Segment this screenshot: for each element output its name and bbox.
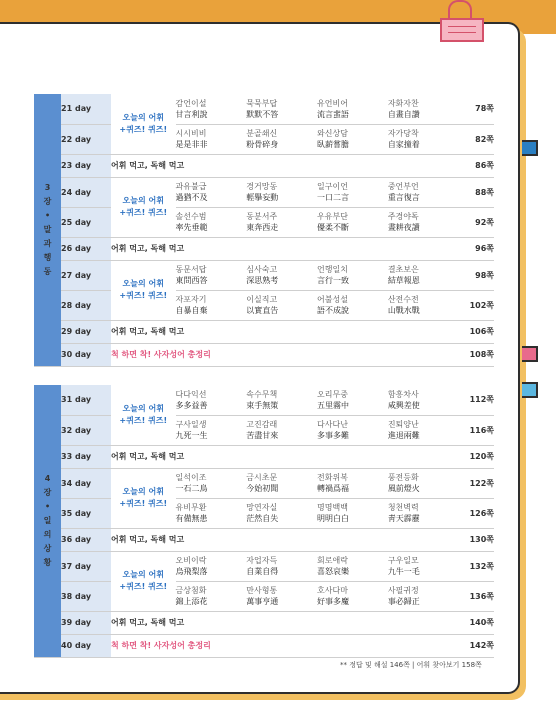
table-row	[34, 343, 494, 366]
sticky-note-icon	[440, 18, 484, 42]
idiom-korean: 와신상담	[317, 129, 348, 138]
table-row	[34, 154, 494, 177]
idiom-korean: 일석이조	[175, 473, 207, 482]
idiom-cell	[246, 551, 317, 581]
lesson-label	[111, 385, 176, 445]
idiom-cell	[176, 124, 247, 154]
idiom-cell	[176, 468, 247, 498]
idiom-hanja: 苦盡甘來	[246, 431, 279, 440]
idiom-hanja: 東奔西走	[246, 223, 279, 232]
daily-vocab-label: 오늘의 어휘	[122, 403, 164, 413]
lesson-label	[111, 260, 176, 320]
page-number: 122쪽	[459, 468, 494, 498]
page-number: 82쪽	[459, 124, 494, 154]
day-cell: 29 day	[61, 320, 111, 343]
idiom-hanja: 多事多難	[317, 431, 350, 440]
idiom-korean: 구우일모	[387, 556, 419, 565]
table-row	[34, 94, 494, 124]
day-cell: 26 day	[61, 237, 111, 260]
idiom-hanja: 明明白白	[317, 514, 350, 523]
day-cell: 33 day	[61, 445, 111, 468]
lesson-label	[111, 94, 176, 154]
idiom-korean: 사필귀정	[387, 586, 419, 595]
footnote: ** 정답 및 해설 146쪽 | 어휘 찾아보기 158쪽	[340, 661, 482, 669]
idiom-cell	[246, 498, 317, 528]
table-row	[34, 581, 494, 611]
idiom-cell	[317, 551, 388, 581]
day-cell: 35 day	[61, 498, 111, 528]
idiom-hanja: 自畫自讚	[387, 109, 420, 119]
idiom-cell	[176, 498, 247, 528]
page-number: 136쪽	[459, 581, 494, 611]
idiom-hanja: 九牛一毛	[387, 567, 420, 576]
idiom-cell	[388, 498, 459, 528]
lesson-label	[111, 468, 176, 528]
idiom-korean: 다사다난	[317, 420, 348, 429]
day-cell: 40 day	[61, 634, 111, 657]
chapter-label-char: 4	[44, 473, 51, 483]
idiom-hanja: 輕擧妄動	[246, 193, 279, 202]
day-cell: 39 day	[61, 611, 111, 634]
idiom-korean: 오리무중	[317, 389, 348, 399]
idiom-hanja: 進退兩難	[387, 431, 420, 440]
idiom-korean: 시시비비	[175, 129, 207, 138]
idiom-cell	[317, 207, 388, 237]
idiom-hanja: 山戰水戰	[387, 306, 420, 315]
page-number: 102쪽	[459, 290, 494, 320]
idiom-cell	[317, 124, 388, 154]
idiom-korean: 결초보은	[387, 265, 419, 274]
idiom-cell	[246, 177, 317, 207]
idiom-hanja: 東問西答	[175, 276, 208, 285]
idiom-hanja: 自家撞着	[387, 140, 420, 149]
review-note: 어휘 먹고, 독해 먹고	[111, 154, 459, 177]
idiom-cell	[246, 415, 317, 445]
idiom-korean: 다다익선	[175, 389, 207, 399]
idiom-korean: 중언부언	[387, 182, 419, 191]
idiom-cell	[176, 415, 247, 445]
chapter-label-char: 일	[43, 515, 52, 525]
idiom-cell	[246, 468, 317, 498]
chapter-label-char: 행	[43, 252, 52, 262]
lesson-label	[111, 551, 176, 611]
table-row	[34, 468, 494, 498]
page-number: 126쪽	[459, 498, 494, 528]
page-number: 108쪽	[459, 343, 494, 366]
idiom-korean: 분골쇄신	[246, 129, 278, 138]
idiom-korean: 산전수전	[387, 295, 419, 304]
page-number: 120쪽	[459, 445, 494, 468]
idiom-cell	[317, 581, 388, 611]
lesson-label	[111, 177, 176, 237]
idiom-hanja: 九死一生	[175, 431, 208, 440]
page-number: 92쪽	[459, 207, 494, 237]
idiom-korean: 일구이언	[317, 182, 348, 191]
quiz-label: +퀴즈! 퀴즈!	[119, 124, 168, 134]
idiom-cell	[246, 94, 317, 124]
chapter-label-char: 의	[43, 529, 52, 539]
chapter-label-char: 장	[43, 487, 52, 497]
idiom-korean: 동문서답	[175, 265, 207, 274]
idiom-cell	[246, 260, 317, 290]
idiom-hanja: 靑天霹靂	[387, 514, 420, 523]
idiom-cell	[176, 260, 247, 290]
idiom-hanja: 束手無策	[246, 400, 279, 410]
review-note: 척 하면 착! 사자성어 총정리	[111, 634, 459, 657]
idiom-korean: 고진감래	[246, 420, 278, 429]
idiom-cell	[176, 290, 247, 320]
idiom-korean: 회로애락	[317, 556, 348, 565]
idiom-cell	[317, 415, 388, 445]
idiom-korean: 청천벽력	[387, 503, 419, 512]
table-row	[34, 177, 494, 207]
daily-vocab-label: 오늘의 어휘	[122, 279, 164, 288]
idiom-hanja: 五里霧中	[317, 400, 350, 410]
idiom-hanja: 結草報恩	[387, 276, 420, 285]
idiom-korean: 명명백백	[317, 503, 348, 512]
idiom-hanja: 轉禍爲福	[317, 484, 350, 493]
page-number: 132쪽	[459, 551, 494, 581]
idiom-korean: 자가당착	[387, 129, 419, 138]
page-number: 86쪽	[459, 154, 494, 177]
idiom-cell	[176, 581, 247, 611]
day-cell: 23 day	[61, 154, 111, 177]
index-tab-blue[interactable]	[522, 140, 538, 156]
page-number: 142쪽	[459, 634, 494, 657]
daily-vocab-label: 오늘의 어휘	[122, 196, 164, 205]
idiom-korean: 호사다마	[317, 586, 348, 595]
idiom-korean: 구사일생	[175, 420, 207, 429]
idiom-hanja: 今始初聞	[246, 484, 279, 493]
page-number: 96쪽	[459, 237, 494, 260]
idiom-cell	[246, 385, 317, 415]
index-tab-cyan[interactable]	[522, 382, 538, 398]
idiom-korean: 주경야독	[387, 212, 419, 221]
paper-clip-icon	[448, 0, 472, 20]
day-cell: 24 day	[61, 177, 111, 207]
idiom-cell	[246, 124, 317, 154]
idiom-hanja: 一石二鳥	[175, 484, 208, 493]
idiom-korean: 자화자찬	[387, 98, 419, 108]
idiom-hanja: 默默不答	[246, 109, 279, 119]
idiom-korean: 망연자실	[246, 503, 278, 512]
day-cell: 25 day	[61, 207, 111, 237]
idiom-korean: 유비무환	[175, 503, 207, 512]
table-row	[34, 634, 494, 657]
idiom-korean: 심사숙고	[246, 265, 278, 274]
table-row	[34, 445, 494, 468]
idiom-cell	[176, 385, 247, 415]
quiz-label: +퀴즈! 퀴즈!	[119, 291, 168, 300]
idiom-korean: 이실직고	[246, 295, 278, 304]
table-row	[34, 415, 494, 445]
day-cell: 28 day	[61, 290, 111, 320]
idiom-korean: 함흥차사	[387, 389, 419, 399]
idiom-korean: 전화위복	[317, 473, 348, 482]
table-row	[34, 551, 494, 581]
page-number: 116쪽	[459, 415, 494, 445]
table-row	[34, 498, 494, 528]
idiom-cell	[317, 177, 388, 207]
idiom-hanja: 多多益善	[175, 400, 208, 410]
idiom-cell	[317, 290, 388, 320]
idiom-korean: 자포자기	[175, 295, 207, 304]
idiom-hanja: 晝耕夜讀	[387, 223, 420, 232]
page-number: 140쪽	[459, 611, 494, 634]
chapter-label-char: •	[44, 210, 51, 220]
idiom-hanja: 過猶不及	[175, 193, 208, 202]
idiom-korean: 속수무책	[246, 389, 278, 399]
idiom-korean: 경거망동	[246, 182, 278, 191]
idiom-cell	[388, 385, 459, 415]
idiom-cell	[246, 581, 317, 611]
chapter-label-char: 상	[43, 543, 52, 553]
daily-vocab-label: 오늘의 어휘	[122, 487, 164, 496]
day-cell: 34 day	[61, 468, 111, 498]
quiz-label: +퀴즈! 퀴즈!	[119, 499, 168, 508]
chapter-label-char: 황	[43, 557, 52, 567]
review-note: 어휘 먹고, 독해 먹고	[111, 237, 459, 260]
idiom-cell	[317, 498, 388, 528]
idiom-hanja: 萬事亨通	[246, 597, 279, 606]
idiom-korean: 동분서주	[246, 212, 278, 221]
day-cell: 22 day	[61, 124, 111, 154]
chapter-label-char: 동	[43, 266, 52, 276]
chapter-label-char: 장	[43, 196, 52, 206]
review-note: 어휘 먹고, 독해 먹고	[111, 611, 459, 634]
page-number: 78쪽	[459, 94, 494, 124]
review-note: 어휘 먹고, 독해 먹고	[111, 445, 459, 468]
idiom-cell	[317, 385, 388, 415]
table-row	[34, 260, 494, 290]
idiom-hanja: 烏飛梨落	[175, 567, 208, 576]
chapter-label-char: •	[44, 501, 51, 511]
chapter-label	[34, 94, 61, 366]
page-number: 112쪽	[459, 385, 494, 415]
chapter-label-char: 3	[44, 182, 51, 192]
quiz-label: +퀴즈! 퀴즈!	[119, 208, 168, 217]
idiom-hanja: 以實直告	[246, 306, 279, 315]
idiom-korean: 어불성설	[317, 295, 348, 304]
idiom-hanja: 事必歸正	[387, 597, 420, 606]
quiz-label: +퀴즈! 퀴즈!	[119, 415, 168, 425]
table-row	[34, 124, 494, 154]
idiom-korean: 묵묵부답	[246, 98, 278, 108]
day-cell: 32 day	[61, 415, 111, 445]
day-cell: 31 day	[61, 385, 111, 415]
day-cell: 38 day	[61, 581, 111, 611]
idiom-cell	[388, 468, 459, 498]
chapter4-schedule-table	[34, 385, 494, 658]
idiom-hanja: 茫然自失	[246, 514, 279, 523]
idiom-cell	[317, 94, 388, 124]
idiom-korean: 우유부단	[317, 212, 348, 221]
idiom-hanja: 優柔不斷	[317, 223, 350, 232]
idiom-hanja: 自暴自棄	[175, 306, 208, 315]
day-cell: 21 day	[61, 94, 111, 124]
review-note: 어휘 먹고, 독해 먹고	[111, 320, 459, 343]
table-row	[34, 611, 494, 634]
idiom-korean: 금시초문	[246, 473, 278, 482]
idiom-cell	[246, 207, 317, 237]
idiom-hanja: 甘言利說	[175, 109, 208, 119]
idiom-hanja: 咸興差使	[387, 400, 420, 410]
day-cell: 27 day	[61, 260, 111, 290]
idiom-korean: 금상첨화	[175, 586, 207, 595]
idiom-hanja: 深思熟考	[246, 276, 279, 285]
idiom-hanja: 一口二言	[317, 193, 350, 202]
chapter3-schedule-table	[34, 94, 494, 367]
idiom-korean: 만사형통	[246, 586, 278, 595]
table-row	[34, 290, 494, 320]
review-note: 어휘 먹고, 독해 먹고	[111, 528, 459, 551]
idiom-hanja: 好事多魔	[317, 597, 350, 606]
idiom-cell	[388, 260, 459, 290]
idiom-hanja: 重言復言	[387, 193, 420, 202]
table-row	[34, 207, 494, 237]
idiom-cell	[388, 290, 459, 320]
idiom-hanja: 是是非非	[175, 140, 208, 149]
chapter-label-char: 말	[43, 224, 52, 234]
idiom-hanja: 流言蜚語	[317, 109, 350, 119]
review-note: 척 하면 착! 사자성어 총정리	[111, 343, 459, 366]
idiom-cell	[388, 177, 459, 207]
idiom-hanja: 率先垂範	[175, 223, 208, 232]
idiom-cell	[176, 207, 247, 237]
table-row	[34, 528, 494, 551]
idiom-korean: 유언비어	[317, 98, 348, 108]
quiz-label: +퀴즈! 퀴즈!	[119, 582, 168, 591]
day-cell: 37 day	[61, 551, 111, 581]
chapter-label-char: 과	[43, 238, 52, 248]
idiom-cell	[388, 94, 459, 124]
idiom-cell	[176, 94, 247, 124]
idiom-hanja: 喜怒哀樂	[317, 567, 350, 576]
day-cell: 36 day	[61, 528, 111, 551]
idiom-hanja: 錦上添花	[175, 597, 208, 606]
idiom-cell	[176, 177, 247, 207]
idiom-korean: 솔선수범	[175, 212, 207, 221]
page-number: 130쪽	[459, 528, 494, 551]
table-row	[34, 385, 494, 415]
idiom-cell	[388, 207, 459, 237]
idiom-hanja: 言行一致	[317, 276, 350, 285]
idiom-hanja: 有備無患	[175, 514, 208, 523]
table-row	[34, 237, 494, 260]
page-number: 88쪽	[459, 177, 494, 207]
idiom-korean: 풍전등화	[387, 473, 419, 482]
table-row	[34, 320, 494, 343]
idiom-cell	[176, 551, 247, 581]
idiom-hanja: 風前燈火	[387, 484, 420, 493]
daily-vocab-label: 오늘의 어휘	[122, 112, 164, 122]
idiom-hanja: 粉骨碎身	[246, 140, 279, 149]
daily-vocab-label: 오늘의 어휘	[122, 570, 164, 579]
idiom-cell	[388, 415, 459, 445]
idiom-cell	[388, 124, 459, 154]
idiom-hanja: 自業自得	[246, 567, 279, 576]
idiom-cell	[246, 290, 317, 320]
idiom-korean: 언행일치	[317, 265, 348, 274]
idiom-korean: 감언이설	[175, 98, 207, 108]
idiom-korean: 진퇴양난	[387, 420, 419, 429]
chapter-label	[34, 385, 61, 657]
day-cell: 30 day	[61, 343, 111, 366]
idiom-korean: 오비이락	[175, 556, 207, 565]
idiom-cell	[388, 551, 459, 581]
idiom-hanja: 臥薪嘗膽	[317, 140, 350, 149]
idiom-cell	[317, 468, 388, 498]
page-number: 106쪽	[459, 320, 494, 343]
page-number: 98쪽	[459, 260, 494, 290]
idiom-cell	[317, 260, 388, 290]
idiom-hanja: 語不成說	[317, 306, 350, 315]
idiom-korean: 자업자득	[246, 556, 278, 565]
index-tab-pink[interactable]	[522, 346, 538, 362]
idiom-korean: 과유불급	[175, 182, 207, 191]
idiom-cell	[388, 581, 459, 611]
